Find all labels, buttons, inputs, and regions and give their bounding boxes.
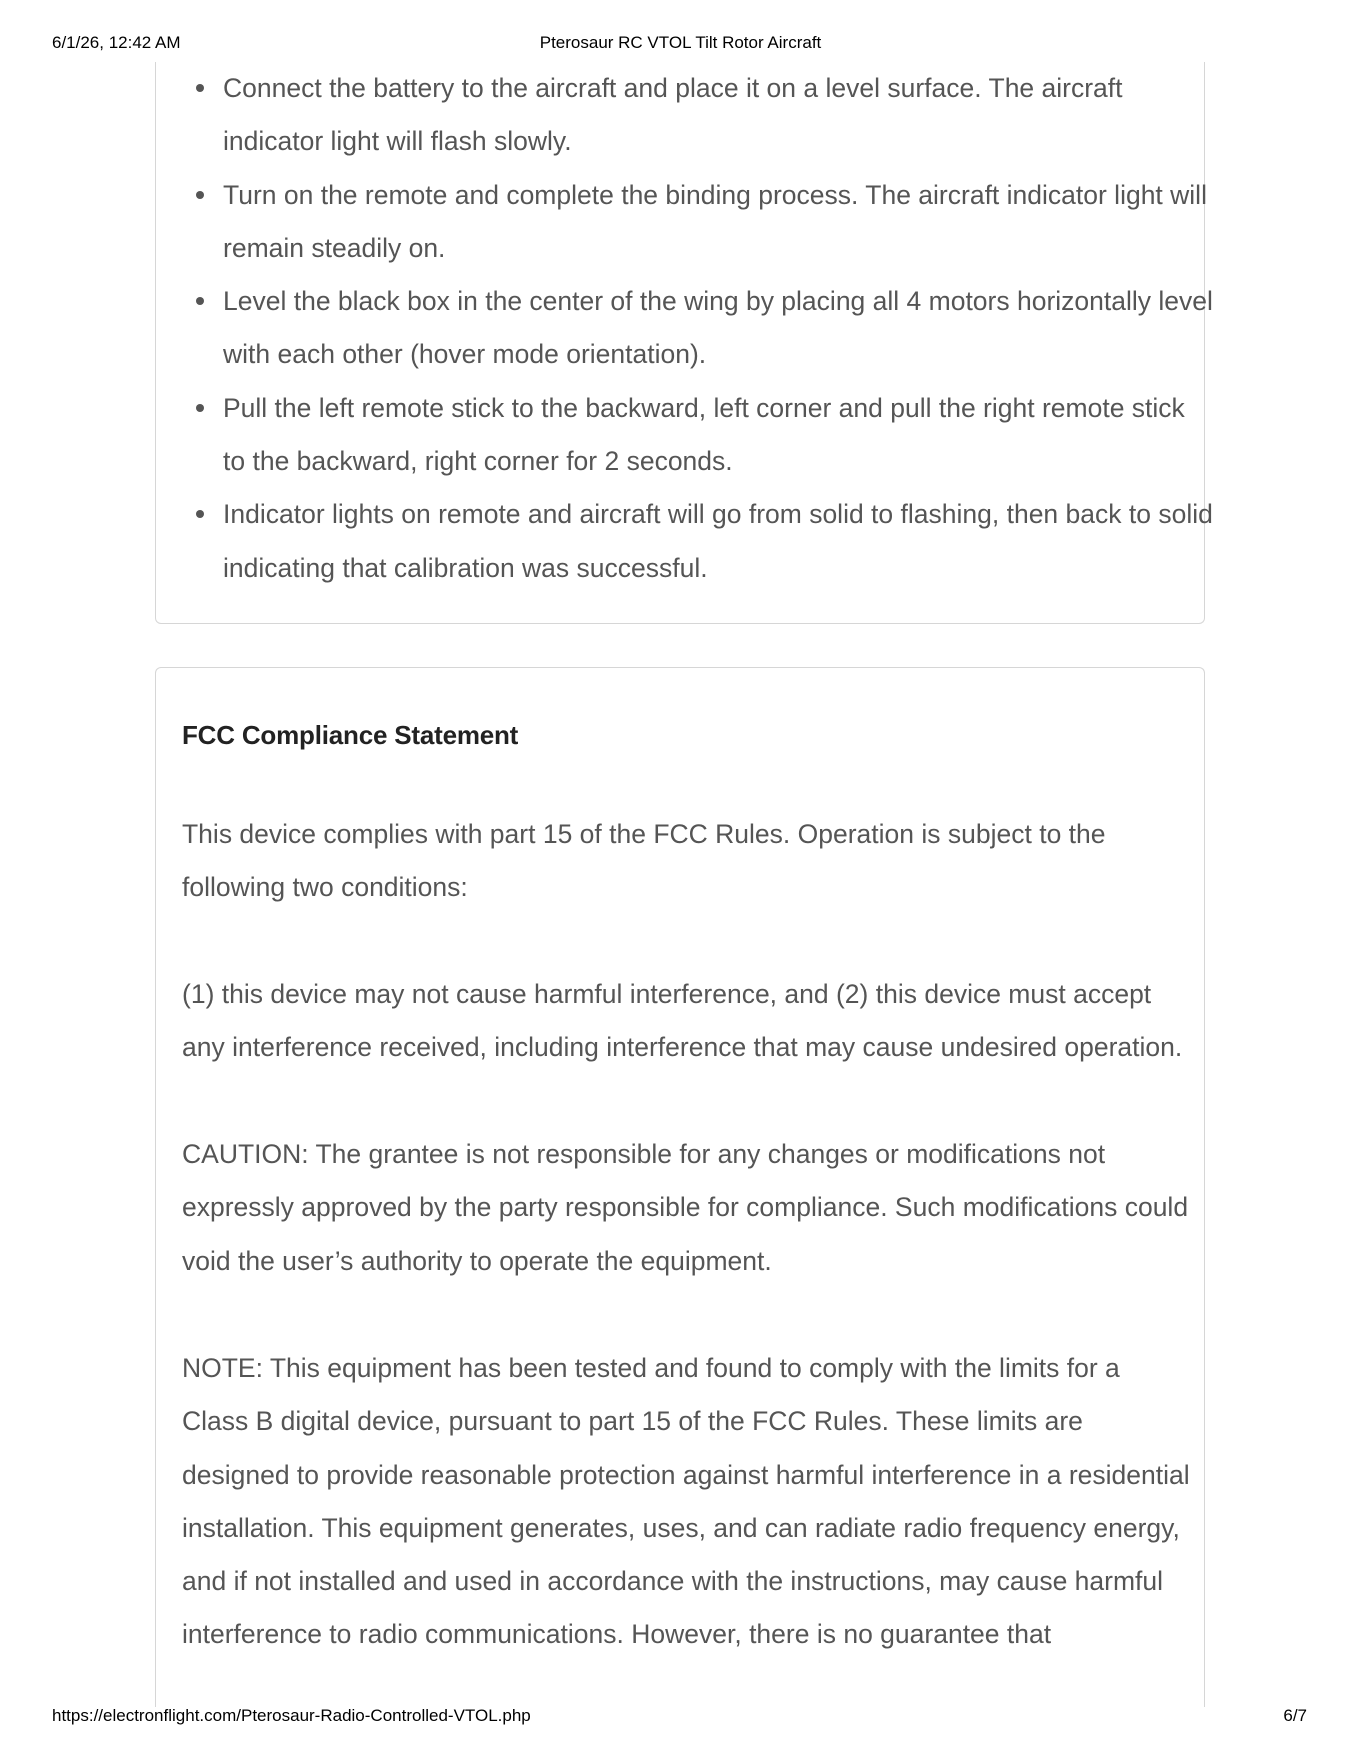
bullet-icon xyxy=(196,191,204,199)
print-datetime: 6/1/26, 12:42 AM xyxy=(52,33,181,52)
bullet-icon xyxy=(196,510,204,518)
page-number: 6/7 xyxy=(1283,1706,1307,1725)
list-item xyxy=(223,488,1213,595)
bullet-icon xyxy=(196,404,204,412)
step-text: Pull the left remote stick to the backward, left corner and pull the right remote stick to the backward, right corner for 2 seconds. xyxy=(223,392,1185,477)
step-text: Indicator lights on remote and aircraft will go from solid to flashing, then back to solid indicating that calibration was successful. xyxy=(223,499,1213,583)
fcc-paragraph: (1) this device may not cause harmful interference, and (2) this device must accept any interference received, including interference that may cause undesired operation. xyxy=(182,979,1183,1063)
print-header xyxy=(0,33,1361,55)
calibration-card xyxy=(155,62,1213,624)
section-heading: FCC Compliance Statement xyxy=(182,720,519,750)
list-item xyxy=(223,62,1213,169)
print-page-title: Pterosaur RC VTOL Tilt Rotor Aircraft xyxy=(539,33,822,52)
fcc-paragraph: CAUTION: The grantee is not responsible for any changes or modifications not expressly approved by the party responsible for compliance. Such modifications could void the user’s authority to operate the equipment. xyxy=(182,1139,1189,1276)
calibration-steps-list xyxy=(223,62,1213,595)
print-footer xyxy=(0,1706,1361,1728)
fcc-paragraph: NOTE: This equipment has been tested and found to comply with the limits for a Class B digital device, pursuant to part 15 of the FCC Rules. These limits are designed to provide reasonable protection against harmful interference in a residential installation. This equipment generates, uses, and can radiate radio frequency energy, and if not installed and used in accordance with the instructions, may cause harmful interference to radio communications. However, there is no guarantee that xyxy=(182,1353,1190,1650)
bullet-icon xyxy=(196,297,204,305)
step-text: Connect the battery to the aircraft and place it on a level surface. The aircraft indicator light will flash slowly. xyxy=(223,73,1123,157)
bullet-icon xyxy=(196,84,204,92)
fcc-compliance-card xyxy=(155,667,1205,1707)
print-url: https://electronflight.com/Pterosaur-Radio-Controlled-VTOL.php xyxy=(52,1706,531,1725)
list-item xyxy=(223,275,1213,382)
fcc-paragraph: This device complies with part 15 of the FCC Rules. Operation is subject to the following two conditions: xyxy=(182,819,1106,903)
list-item xyxy=(223,382,1213,489)
list-item xyxy=(223,169,1213,276)
step-text: Level the black box in the center of the wing by placing all 4 motors horizontally level with each other (hover mode orientation). xyxy=(223,286,1213,370)
step-text: Turn on the remote and complete the binding process. The aircraft indicator light will remain steadily on. xyxy=(223,179,1207,263)
